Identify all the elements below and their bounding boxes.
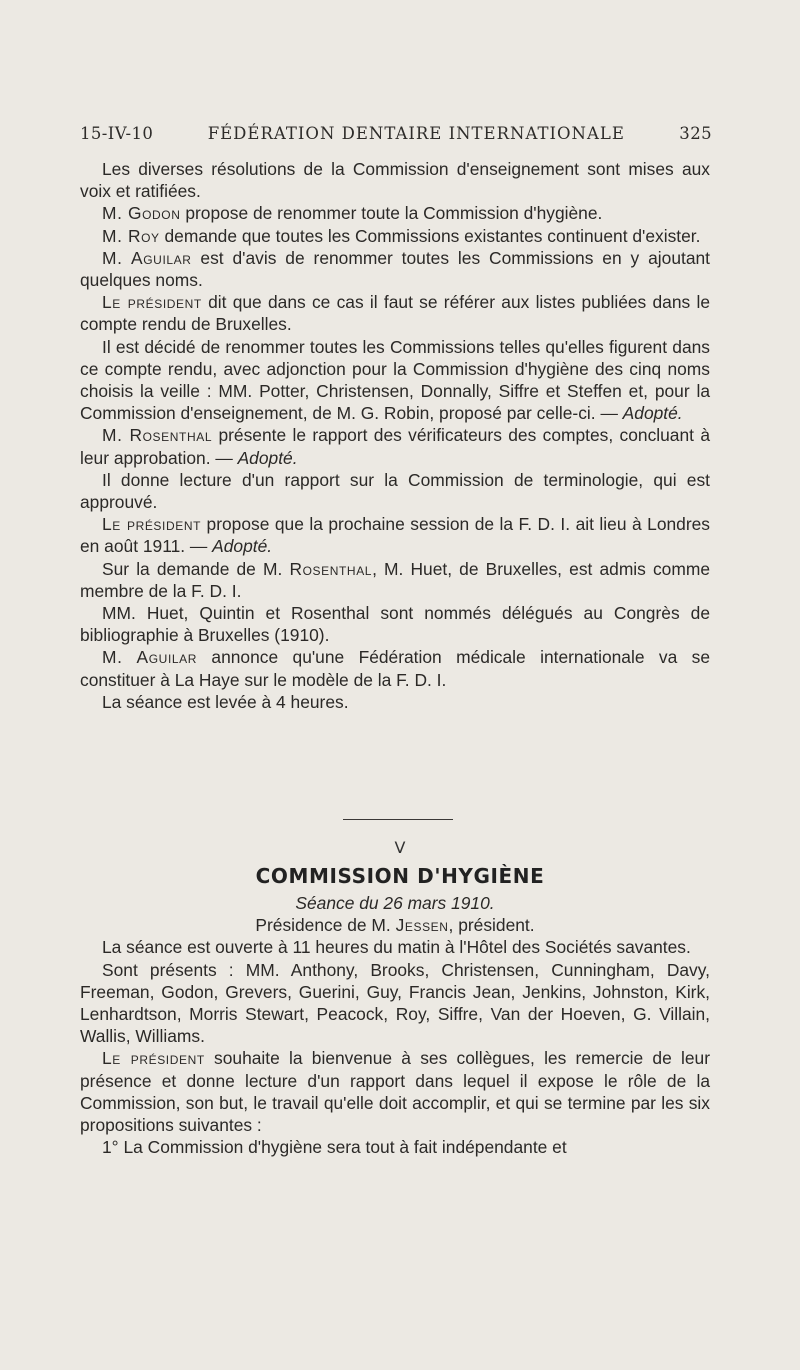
- section-text: [80, 892, 710, 1158]
- president-name: Jessen: [395, 915, 449, 936]
- paragraph: M. Aguilar est d'avis de renommer toutes les Commissions en y ajoutant quelques noms.: [80, 247, 710, 291]
- paragraph: Sont présents : MM. Anthony, Brooks, Christensen, Cunningham, Davy, Freeman, Godon, Grevers, Guerini, Guy, Francis Jean, Jenkins, Johnston, Kirk, Lenhardtson, Morris Stewart, Peacock, Roy, Siffre, Van der Hoeven, G. Villain, Wallis, Williams.: [80, 959, 710, 1047]
- speaker-name: M. Aguilar: [102, 647, 198, 668]
- paragraph: MM. Huet, Quintin et Rosenthal sont nommés délégués au Congrès de bibliographie à Bruxelles (1910).: [80, 603, 710, 646]
- speaker-name: Le président: [102, 1048, 205, 1069]
- header-title: FÉDÉRATION DENTAIRE INTERNATIONALE: [207, 124, 625, 143]
- page-number: 325: [679, 124, 712, 143]
- paragraph: Le président souhaite la bienvenue à ses collègues, les remercie de leur présence et donne lecture d'un rapport dans lequel il expose le rôle de la Commission, son but, le travail qu'elle doit accomplir, et qui se termine par les six propositions suivantes :: [80, 1048, 710, 1136]
- paragraph: Il est décidé de renommer toutes les Commissions telles qu'elles figurent dans ce compte rendu, avec adjonction pour la Commission d'hygiène des cinq noms choisis la veille : MM. Potter, Christensen, Donnally, Siffre et Steffen et, pour la Commission d'enseignement, de M. G. Robin, proposé par celle-ci. — Adopté.: [80, 336, 710, 424]
- paragraph: M. Godon propose de renommer toute la Commission d'hygiène.: [102, 203, 603, 224]
- presidency-line: Présidence de M. Jessen, président.: [255, 915, 535, 936]
- adopted-label: Adopté.: [622, 403, 683, 424]
- paragraph: 1° La Commission d'hygiène sera tout à fait indépendante et: [102, 1137, 567, 1158]
- speaker-name: Rosenthal: [289, 558, 373, 579]
- paragraph: M. Roy demande que toutes les Commissions existantes continuent d'exister.: [102, 225, 701, 246]
- minutes-text: [80, 158, 710, 713]
- speaker-name: M. Godon: [102, 203, 181, 224]
- speaker-name: Le président: [102, 514, 202, 535]
- paragraph: Sur la demande de M. Rosenthal, M. Huet, de Bruxelles, est admis comme membre de la F. D. I.: [80, 558, 711, 601]
- paragraph: M. Rosenthal présente le rapport des vérificateurs des comptes, concluant à leur approbation. — Adopté.: [80, 425, 710, 468]
- section-title: COMMISSION D'HYGIÈNE: [255, 864, 545, 888]
- running-header: [80, 124, 712, 143]
- paragraph: Il donne lecture d'un rapport sur la Commission de terminologie, qui est approuvé.: [80, 469, 710, 513]
- speaker-name: M. Roy: [102, 225, 160, 246]
- session-date: Séance du 26 mars 1910.: [295, 893, 495, 913]
- adopted-label: Adopté.: [237, 447, 298, 468]
- paragraph: La séance est levée à 4 heures.: [102, 691, 349, 712]
- adopted-label: Adopté.: [212, 536, 273, 557]
- paragraph: M. Aguilar annonce qu'une Fédération médicale internationale va se constituer à La Haye sur le modèle de la F. D. I.: [80, 647, 711, 690]
- paragraph: Les diverses résolutions de la Commission d'enseignement sont mises aux voix et ratifiées.: [80, 159, 710, 202]
- section-divider: [343, 819, 453, 820]
- paragraph: Le président dit que dans ce cas il faut se référer aux listes publiées dans le compte rendu de Bruxelles.: [80, 292, 710, 335]
- paragraph: La séance est ouverte à 11 heures du matin à l'Hôtel des Sociétés savantes.: [102, 937, 691, 958]
- speaker-name: Le président: [102, 292, 202, 313]
- paragraph: Le président propose que la prochaine session de la F. D. I. ait lieu à Londres en août 1911. — Adopté.: [80, 514, 710, 557]
- speaker-name: M. Aguilar: [102, 247, 192, 268]
- speaker-name: M. Rosenthal: [102, 425, 213, 446]
- header-date: 15-IV-10: [80, 124, 154, 143]
- section-number: V: [394, 838, 406, 857]
